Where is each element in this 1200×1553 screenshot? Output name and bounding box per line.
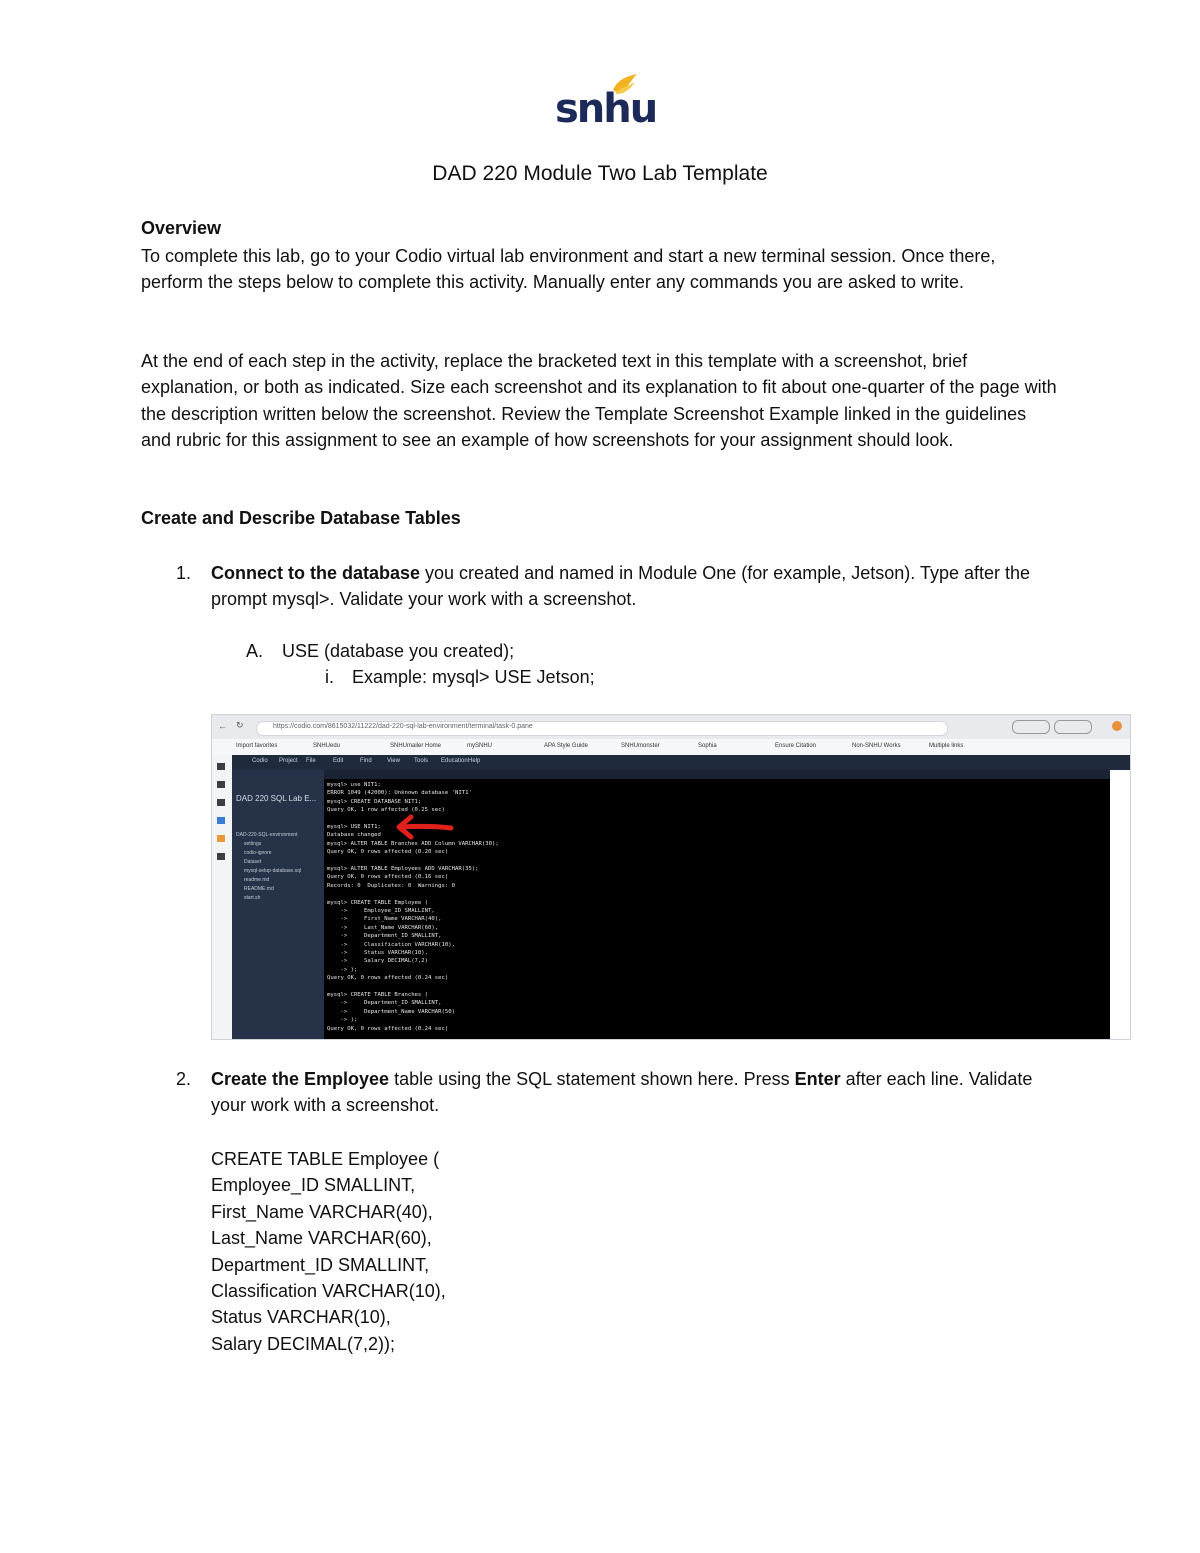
code-line: CREATE TABLE Employee (	[211, 1149, 440, 1169]
code-line: Department_ID SMALLINT,	[211, 1254, 430, 1275]
terminal-line: ERROR 1049 (42000): Unknown database 'NIT1'	[327, 790, 472, 797]
terminal-line: Query OK, 0 rows affected (0.24 sec)	[327, 975, 449, 982]
bookmarks-bar	[212, 739, 1130, 755]
terminal-line: mysql> use NIT1;	[327, 782, 381, 788]
file-tree-panel	[232, 770, 324, 1039]
ide-menu-item: Find	[360, 758, 372, 764]
step-bold: Enter	[794, 1069, 841, 1089]
address-bar	[256, 721, 948, 736]
code-line: Classification VARCHAR(10),	[211, 1281, 446, 1302]
bookmark-item: SNHUedu	[313, 743, 341, 749]
red-arrow-icon	[395, 814, 455, 840]
terminal-line: -> Department_Name VARCHAR(50)	[327, 1008, 455, 1015]
terminal-screenshot	[211, 714, 1131, 1040]
terminal-line: Query OK, 0 rows affected (0.24 sec)	[327, 1025, 449, 1032]
section-heading: Create and Describe Database Tables	[141, 508, 461, 528]
bookmark-item: Sophia	[698, 743, 717, 749]
terminal-line: -> Last_Name VARCHAR(60),	[327, 924, 439, 931]
terminal-line: mysql> CREATE TABLE Branches (	[327, 992, 429, 998]
terminal-line: -> Employee_ID SMALLINT,	[327, 908, 435, 914]
step-bold: Create the Employee	[211, 1069, 390, 1089]
sub-i-text: Example: mysql> USE Jetson;	[352, 667, 595, 687]
ide-menu-item: File	[306, 758, 316, 764]
ide-menu-item: Help	[468, 758, 481, 764]
terminal-line: -> Department_ID SMALLINT,	[327, 933, 442, 940]
sql-code-block	[211, 1146, 446, 1357]
browser-pill-2	[1054, 720, 1092, 734]
code-line: Last_Name VARCHAR(60),	[211, 1228, 432, 1249]
step-number: 1.	[176, 563, 192, 583]
rail-icon	[217, 835, 225, 842]
ide-menu-item: Tools	[414, 758, 429, 764]
step-rest: you created and named in Module One (for example, Jetson). Type after the prompt mysql>. Validate your work with a screenshot.	[211, 563, 1031, 610]
sub-a-marker: A.	[246, 641, 264, 661]
terminal-line: mysql> USE NIT1;	[327, 824, 381, 830]
code-line: Status VARCHAR(10),	[211, 1307, 391, 1328]
bookmark-item: SNHUmailer Home	[390, 743, 442, 749]
terminal-line: -> First_Name VARCHAR(40),	[327, 916, 442, 923]
document-title: DAD 220 Module Two Lab Template	[432, 162, 768, 185]
step-text	[211, 1066, 1051, 1119]
terminal-line: mysql> ALTER TABLE Employees ADD VARCHAR(35);	[327, 866, 479, 872]
terminal-line: Query OK, 1 row affected (0.25 sec)	[327, 807, 445, 814]
ide-menu-item: View	[387, 758, 400, 764]
rail-icon	[217, 781, 225, 788]
terminal-line: -> Status VARCHAR(10),	[327, 950, 429, 956]
tree-item: start.sh	[244, 895, 261, 901]
bookmark-item: Multiple links	[929, 743, 964, 749]
ide-menu-item: Education	[441, 758, 468, 764]
terminal-line: mysql> CREATE DATABASE NIT1;	[327, 798, 422, 805]
code-line: Employee_ID SMALLINT,	[211, 1175, 416, 1196]
terminal-line: -> );	[327, 1017, 358, 1024]
tree-item: DAD-220-SQL-environment	[236, 832, 298, 838]
bookmark-item: SNHUmonster	[621, 743, 660, 749]
sub-a-text: USE (database you created);	[282, 641, 515, 661]
ide-menu-item: Project	[279, 758, 298, 764]
project-title: DAD 220 SQL Lab E...	[236, 794, 317, 803]
overview-paragraph-2: At the end of each step in the activity, replace the bracketed text in this template with a screenshot, brief explanation, or both as indicated. Size each screenshot and its explanation to fit about one-quarter of the page with the description written below the screenshot. Review the Template Screenshot Example linked in the guidelines and rubric for this assignment to see an example of how screenshots for your assignment should look.	[141, 351, 1057, 450]
ide-menu-item: Codio	[252, 758, 268, 764]
code-line: Salary DECIMAL(7,2));	[211, 1333, 396, 1354]
bookmark-item: mySNHU	[467, 743, 492, 749]
terminal-line: mysql> CREATE TABLE Employee (	[327, 899, 429, 906]
os-left-rail	[212, 755, 232, 1039]
tree-item: Dataset	[244, 859, 262, 865]
terminal-line: Records: 0 Duplicates: 0 Warnings: 0	[327, 882, 455, 889]
browser-extension-icon	[1112, 721, 1122, 731]
bookmark-item: Ensure Citation	[775, 743, 817, 749]
ide-menu-item: Edit	[333, 758, 344, 764]
terminal-tab-bar	[324, 770, 1110, 779]
tree-item: README.md	[244, 886, 274, 892]
tree-item: settings	[244, 841, 262, 847]
terminal-line: -> Department_ID SMALLINT,	[327, 1000, 442, 1007]
overview-heading: Overview	[141, 218, 222, 238]
sub-i-marker: i.	[325, 667, 334, 687]
bookmark-item: APA Style Guide	[544, 743, 588, 749]
terminal-line: -> Classification VARCHAR(10),	[327, 941, 455, 948]
step-number: 2.	[176, 1069, 192, 1089]
terminal-line: -> );	[327, 966, 358, 973]
logo-wordmark: snhu	[555, 86, 657, 132]
snhu-logo	[555, 72, 657, 134]
terminal-line: -> Salary DECIMAL(7,2)	[327, 958, 429, 965]
bookmark-item: Import favorites	[236, 743, 278, 749]
rail-icon	[217, 799, 225, 806]
code-line: First_Name VARCHAR(40),	[211, 1201, 433, 1222]
terminal-line: Query OK, 0 rows affected (0.20 sec)	[327, 849, 449, 856]
terminal-line: mysql> ALTER TABLE Branches ADD Column VARCHAR(30);	[327, 840, 499, 847]
rail-icon	[217, 817, 225, 824]
right-strip	[1110, 770, 1130, 1039]
rail-icon	[217, 763, 225, 770]
step-bold: Connect to the database	[211, 563, 421, 583]
address-url: https://codio.com/8615032/11222/dad-220-sql-lab-environment/terminal/task-0.pane	[273, 723, 533, 730]
rail-icon	[217, 853, 225, 860]
step-text	[211, 560, 1051, 613]
browser-toolbar	[212, 715, 1130, 739]
tree-item: codio-ignore	[244, 850, 272, 856]
bookmark-item: Non-SNHU Works	[852, 743, 901, 749]
terminal-line: Query OK, 0 rows affected (0.16 sec)	[327, 874, 449, 881]
browser-pill-1	[1012, 720, 1050, 734]
overview-paragraph-1: To complete this lab, go to your Codio virtual lab environment and start a new terminal session. Once there, perform the steps below to complete this activity. Manually enter any commands you are asked to write.	[141, 246, 996, 293]
tree-item: readme.md	[244, 877, 270, 883]
ide-menu-bar	[232, 755, 1130, 770]
terminal-line: Database changed	[327, 832, 381, 839]
step-rest: table using the SQL statement shown here. Press	[389, 1069, 795, 1089]
step-rest: after each line. Validate your work with a screenshot.	[211, 1069, 1033, 1116]
reload-icon: ↻	[236, 720, 244, 730]
back-icon: ←	[218, 721, 227, 731]
tree-item: mysql-setup-database.sql	[244, 868, 301, 874]
